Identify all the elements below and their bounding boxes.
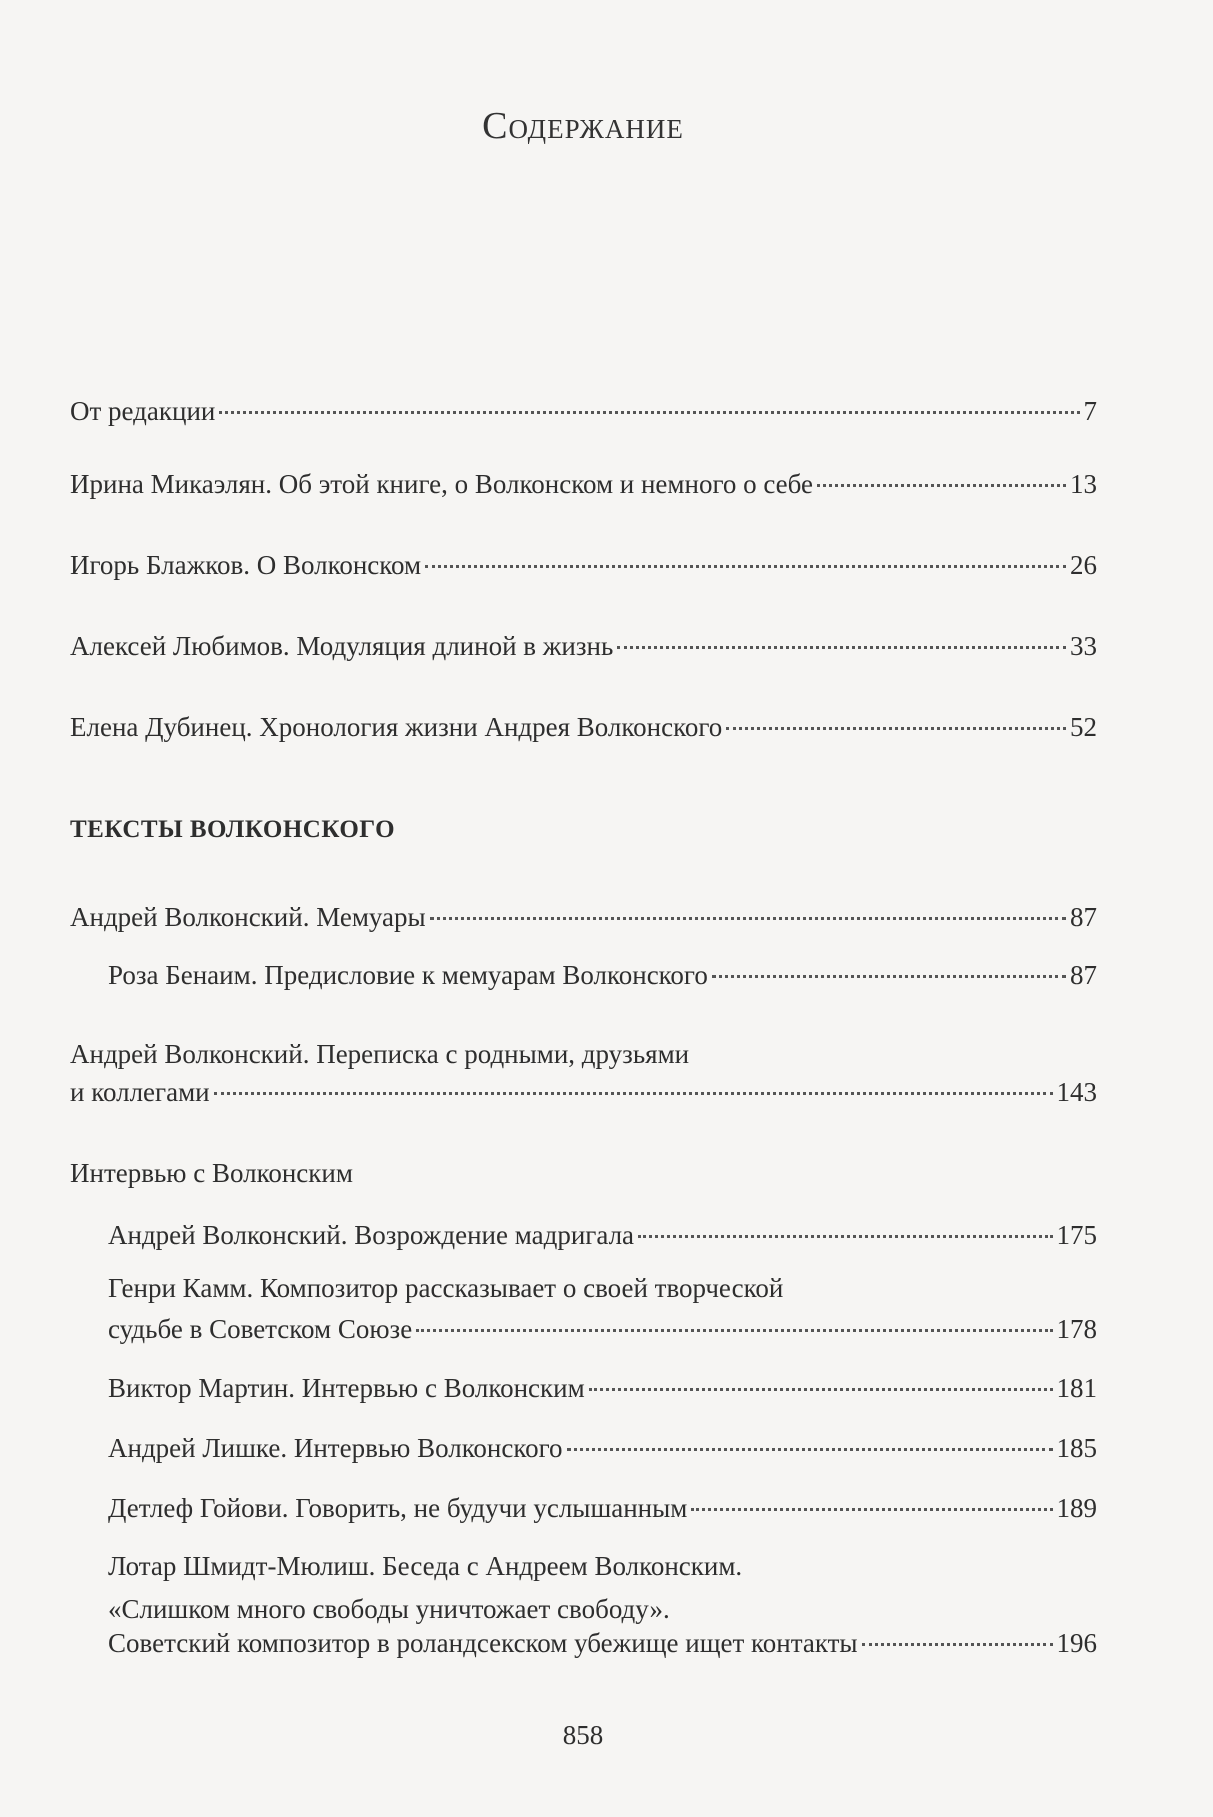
toc-entry bbox=[70, 466, 1097, 502]
entry-title: От редакции bbox=[70, 396, 216, 426]
entry-page: 189 bbox=[1056, 1493, 1097, 1523]
entry-page: 52 bbox=[1070, 712, 1097, 742]
dot-leader bbox=[425, 565, 1066, 568]
dot-leader bbox=[589, 1388, 1053, 1391]
entry-title: Андрей Волконский. Возрождение мадригала bbox=[108, 1220, 635, 1250]
entry-title: и коллегами bbox=[70, 1077, 210, 1107]
entry-title: Игорь Блажков. О Волконском bbox=[70, 550, 422, 580]
dot-leader bbox=[567, 1448, 1053, 1451]
entry-title: Андрей Лишке. Интервью Волконского bbox=[108, 1433, 563, 1463]
toc-entry bbox=[108, 1217, 1097, 1253]
toc-entry bbox=[108, 1370, 1097, 1406]
entry-title-line: Андрей Волконский. Переписка с родными, друзьями bbox=[70, 1039, 690, 1069]
toc-entry bbox=[70, 393, 1097, 429]
entry-title-line: Лотар Шмидт-Мюлиш. Беседа с Андреем Волконским. bbox=[108, 1551, 743, 1581]
entry-page: 178 bbox=[1056, 1314, 1097, 1344]
dot-leader bbox=[712, 975, 1066, 978]
entry-page: 196 bbox=[1056, 1628, 1097, 1658]
dot-leader bbox=[691, 1508, 1052, 1511]
entry-page: 33 bbox=[1070, 631, 1097, 661]
toc-entry bbox=[70, 547, 1097, 583]
entry-title: Ирина Микаэлян. Об этой книге, о Волконском и немного о себе bbox=[70, 469, 814, 499]
toc-entry bbox=[108, 957, 1097, 993]
dot-leader bbox=[219, 411, 1079, 414]
entry-title-line: «Слишком много свободы уничтожает свободу». bbox=[108, 1594, 670, 1624]
toc-entry bbox=[108, 1430, 1097, 1466]
entry-page: 181 bbox=[1056, 1373, 1097, 1403]
toc-entry bbox=[70, 899, 1097, 935]
dot-leader bbox=[214, 1092, 1053, 1095]
toc-entry bbox=[70, 709, 1097, 745]
dot-leader bbox=[416, 1329, 1052, 1332]
entry-page: 87 bbox=[1070, 960, 1097, 990]
page-number: 858 bbox=[562, 1720, 604, 1750]
entry-title: Андрей Волконский. Мемуары bbox=[70, 902, 426, 932]
toc-entry bbox=[108, 1490, 1097, 1526]
entry-title-line: Генри Камм. Композитор рассказывает о своей творческой bbox=[108, 1273, 784, 1303]
entry-title: Алексей Любимов. Модуляция длиной в жизнь bbox=[70, 631, 614, 661]
section-heading: ТЕКСТЫ ВОЛКОНСКОГО bbox=[70, 816, 396, 843]
dot-leader bbox=[430, 917, 1066, 920]
subsection-heading: Интервью с Волконским bbox=[70, 1158, 353, 1188]
entry-page: 7 bbox=[1083, 396, 1097, 426]
entry-page: 143 bbox=[1056, 1077, 1097, 1107]
toc-entry bbox=[108, 1625, 1097, 1661]
entry-title: Роза Бенаим. Предисловие к мемуарам Волконского bbox=[108, 960, 708, 990]
entry-page: 13 bbox=[1070, 469, 1097, 499]
entry-title: Советский композитор в роландсекском убежище ищет контакты bbox=[108, 1628, 858, 1658]
entry-title: Елена Дубинец. Хронология жизни Андрея Волконского bbox=[70, 712, 723, 742]
entry-page: 26 bbox=[1070, 550, 1097, 580]
toc-entry bbox=[70, 628, 1097, 664]
page-title: Содержание bbox=[482, 105, 684, 147]
entry-page: 175 bbox=[1056, 1220, 1097, 1250]
entry-page: 87 bbox=[1070, 902, 1097, 932]
dot-leader bbox=[726, 727, 1066, 730]
entry-page: 185 bbox=[1056, 1433, 1097, 1463]
dot-leader bbox=[862, 1643, 1053, 1646]
dot-leader bbox=[617, 646, 1066, 649]
entry-title: судьбе в Советском Союзе bbox=[108, 1314, 413, 1344]
dot-leader bbox=[817, 484, 1066, 487]
entry-title: Детлеф Гойови. Говорить, не будучи услышанным bbox=[108, 1493, 688, 1523]
entry-title: Виктор Мартин. Интервью с Волконским bbox=[108, 1373, 585, 1403]
toc-entry bbox=[70, 1074, 1097, 1110]
dot-leader bbox=[638, 1235, 1052, 1238]
toc-entry bbox=[108, 1311, 1097, 1347]
